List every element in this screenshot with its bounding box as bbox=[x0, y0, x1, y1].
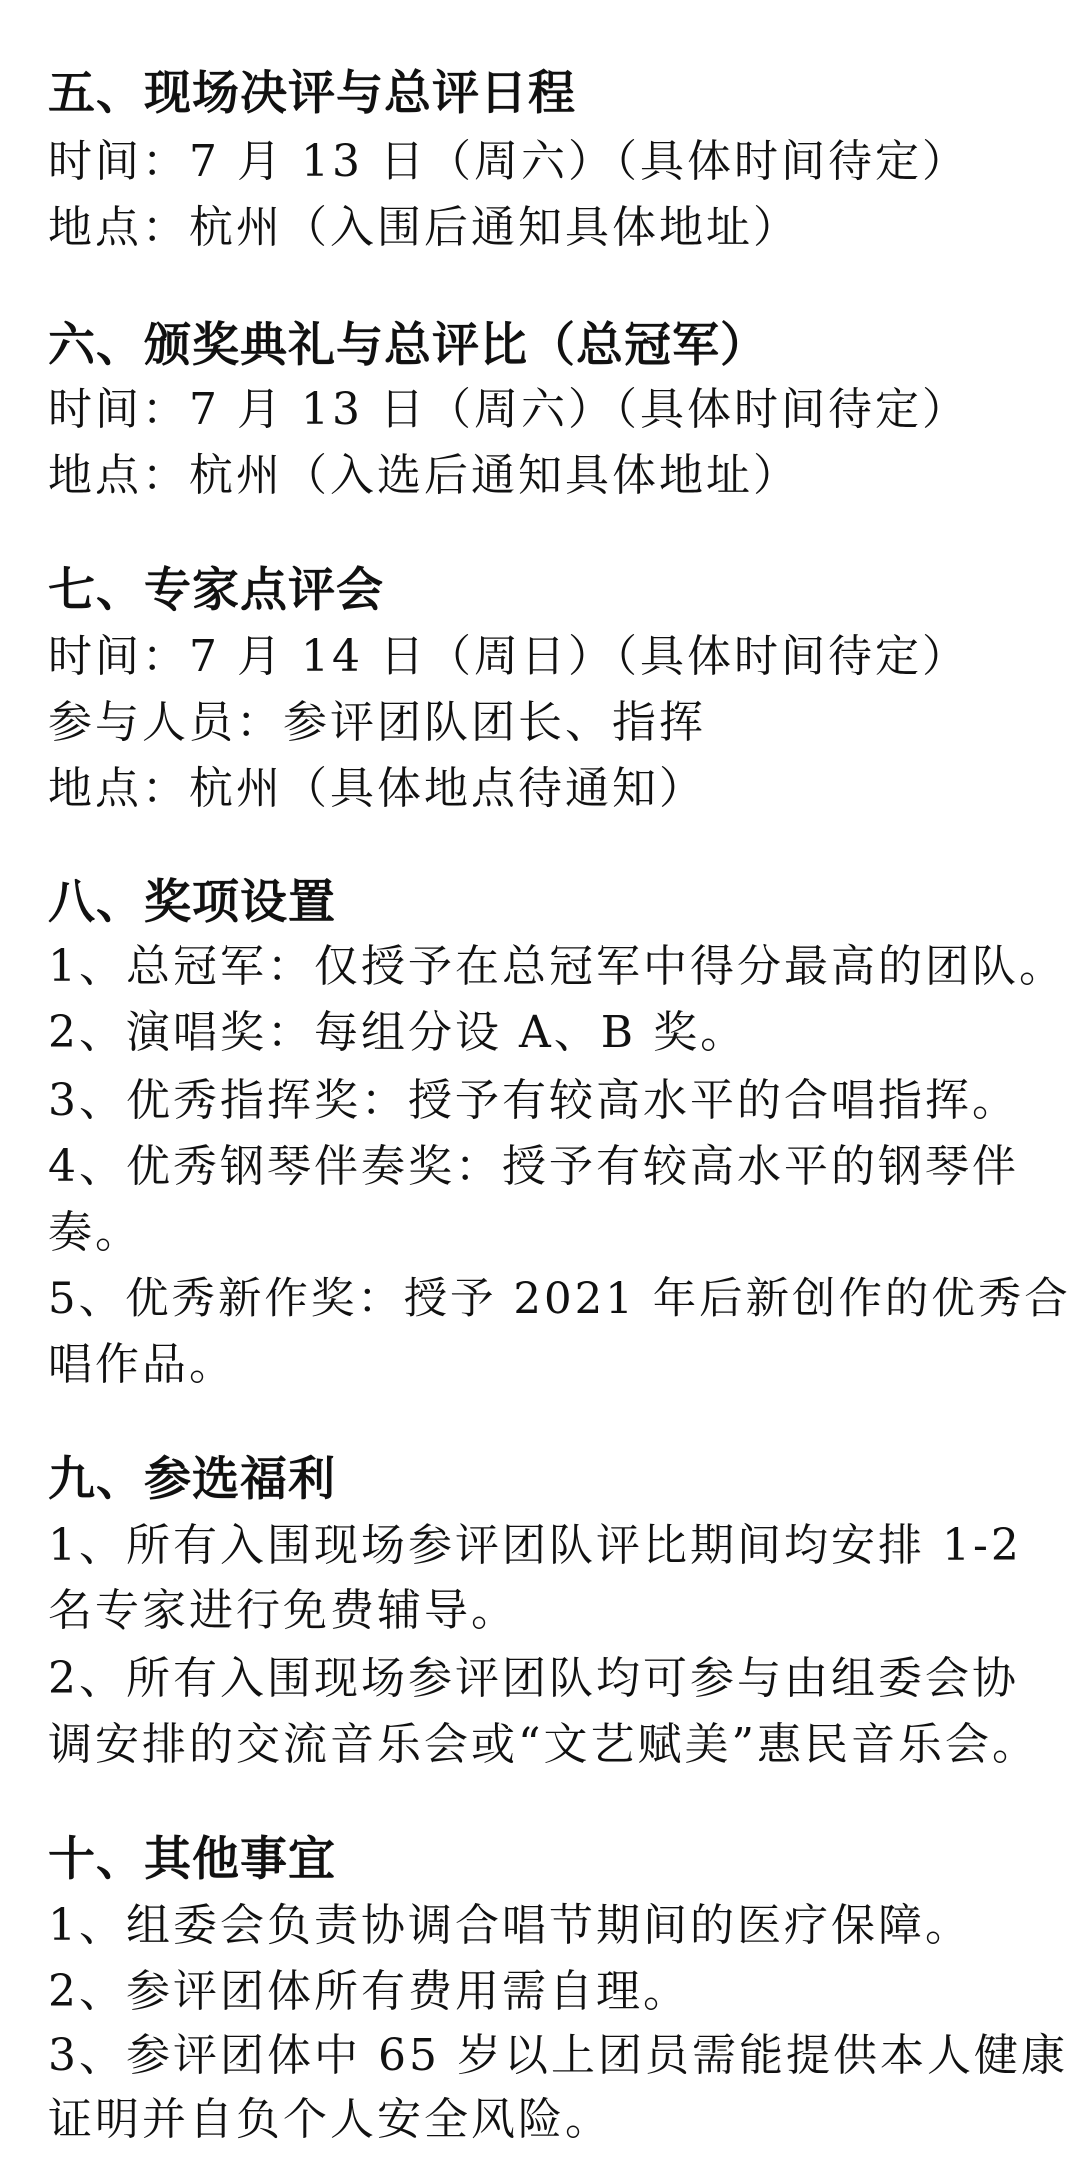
text-line: 3、优秀指挥奖：授予有较高水平的合唱指挥。 bbox=[48, 1075, 1019, 1127]
text-line: 奏。 bbox=[48, 1207, 142, 1259]
text-line: 参与人员：参评团队团长、指挥 bbox=[48, 696, 706, 748]
text-line: 1、总冠军：仅授予在总冠军中得分最高的团队。 bbox=[48, 941, 1066, 993]
text-line: 调安排的交流音乐会或“文艺赋美”惠民音乐会。 bbox=[48, 1719, 1039, 1771]
section-heading: 八、奖项设置 bbox=[48, 875, 336, 931]
text-line: 2、参评团体所有费用需自理。 bbox=[48, 1965, 690, 2017]
text-line: 3、参评团体中 65 岁以上团员需能提供本人健康 bbox=[48, 2029, 1068, 2081]
text-line: 2、演唱奖：每组分设 A、B 奖。 bbox=[48, 1007, 748, 1059]
text-line: 唱作品。 bbox=[48, 1339, 236, 1391]
section-heading: 十、其他事宜 bbox=[48, 1831, 336, 1887]
text-line: 地点：杭州（具体地点待通知） bbox=[48, 762, 706, 814]
text-line: 时间：7 月 13 日（周六）（具体时间待定） bbox=[48, 135, 969, 187]
section-heading: 五、现场决评与总评日程 bbox=[48, 66, 576, 121]
section-heading: 六、颁奖典礼与总评比（总冠军） bbox=[48, 318, 768, 374]
text-line: 1、所有入围现场参评团队评比期间均安排 1-2 bbox=[48, 1519, 1022, 1571]
text-line: 名专家进行免费辅导。 bbox=[48, 1585, 518, 1637]
text-line: 时间：7 月 14 日（周日）（具体时间待定） bbox=[48, 630, 969, 682]
text-line: 5、优秀新作奖：授予 2021 年后新创作的优秀合 bbox=[48, 1274, 1071, 1325]
text-line: 1、组委会负责协调合唱节期间的医疗保障。 bbox=[48, 1899, 972, 1951]
text-line: 地点：杭州（入选后通知具体地址） bbox=[48, 450, 800, 502]
text-line: 地点：杭州（入围后通知具体地址） bbox=[48, 201, 800, 253]
section-heading: 七、专家点评会 bbox=[48, 562, 384, 618]
text-line: 2、所有入围现场参评团队均可参与由组委会协 bbox=[48, 1653, 1019, 1705]
text-line: 证明并自负个人安全风险。 bbox=[48, 2093, 612, 2145]
section-heading: 九、参选福利 bbox=[48, 1451, 336, 1507]
text-line: 4、优秀钢琴伴奏奖：授予有较高水平的钢琴伴 bbox=[48, 1141, 1019, 1193]
text-line: 时间：7 月 13 日（周六）（具体时间待定） bbox=[48, 384, 969, 436]
